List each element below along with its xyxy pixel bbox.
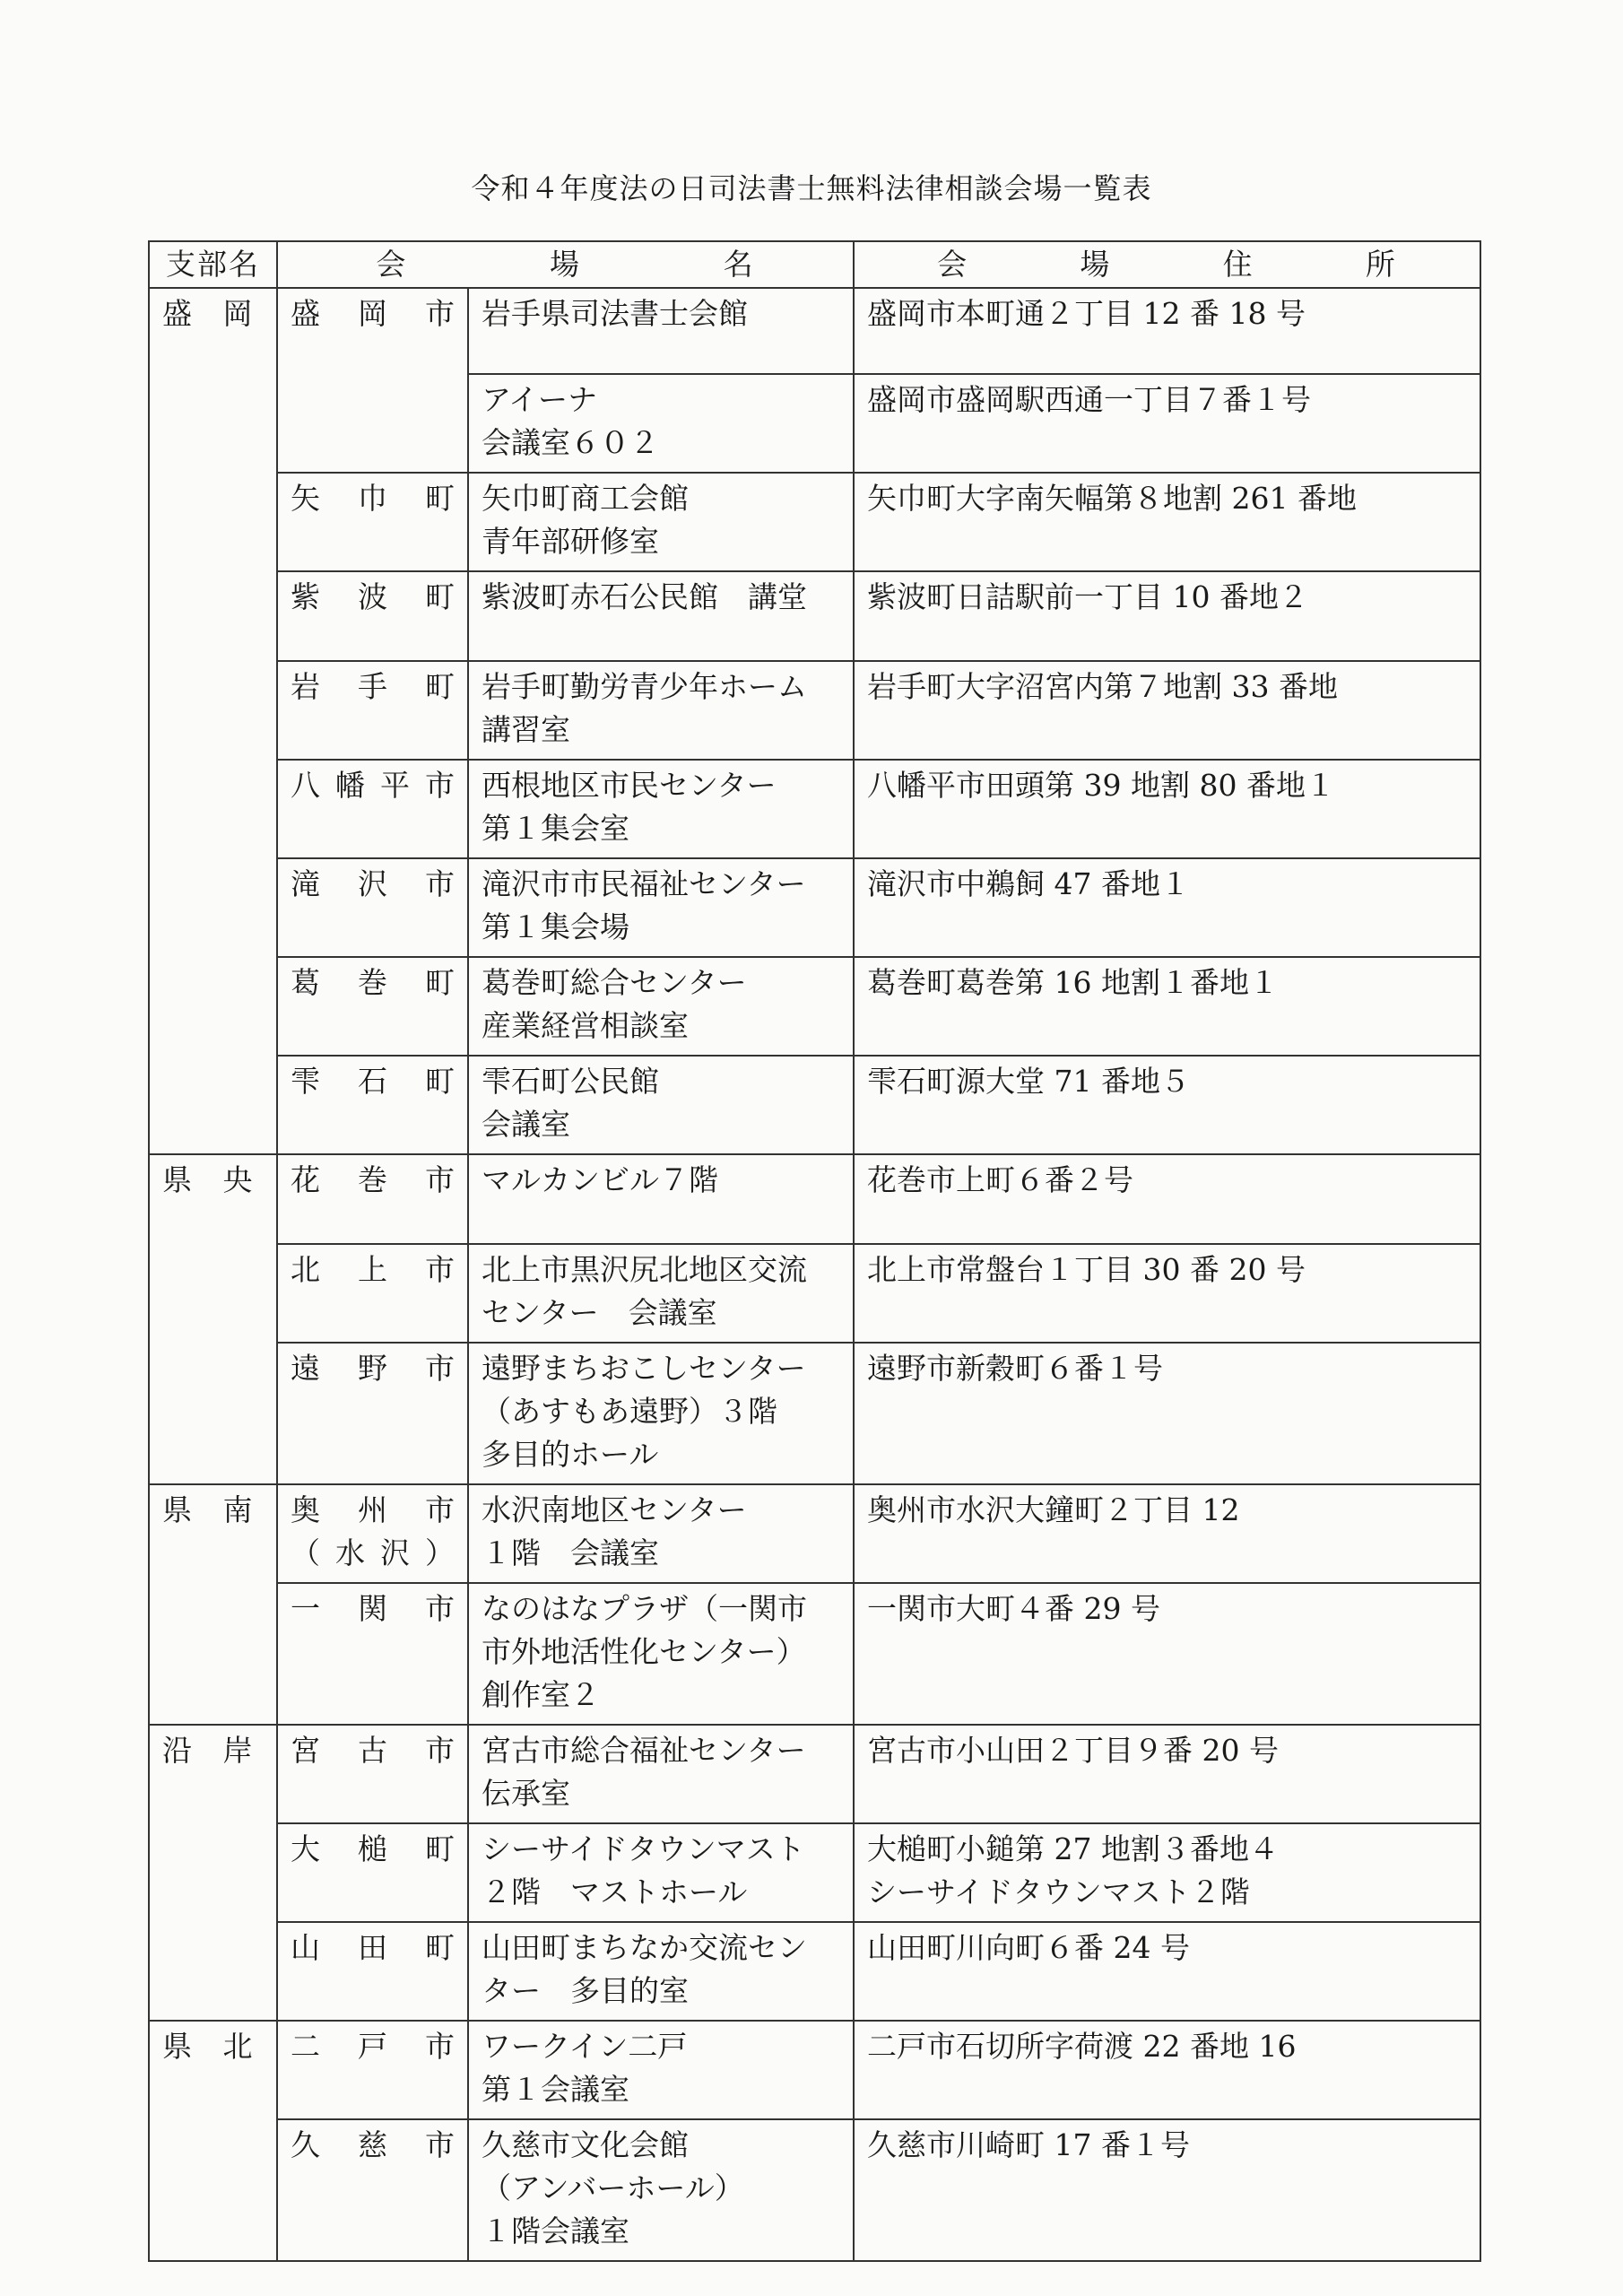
table-row	[149, 1484, 1480, 1583]
header-address: 会 場 住 所	[854, 241, 1480, 288]
branch-name: 県 北	[149, 2021, 277, 2261]
address-line: 雫石町源大堂 71 番地５	[867, 1064, 1190, 1099]
venue-address	[854, 1583, 1480, 1725]
venue-line: 西根地区市民センター	[482, 768, 777, 803]
municipality	[277, 473, 468, 571]
municipality-name: 山 田 町	[291, 1930, 455, 1965]
table-row	[149, 1244, 1480, 1343]
venue-line: 創作室２	[482, 1677, 600, 1712]
address-line: 一関市大町４番 29 号	[867, 1591, 1160, 1626]
venue-line: アイーナ	[482, 382, 598, 417]
venue-line: マルカンビル７階	[482, 1162, 718, 1197]
venue-line: ワークイン二戸	[482, 2029, 688, 2064]
table-row	[149, 1343, 1480, 1484]
venue-address	[854, 1154, 1480, 1244]
municipality	[277, 858, 468, 957]
address-line: 盛岡市本町通２丁目 12 番 18 号	[867, 296, 1306, 331]
municipality-name: 二 戸 市	[291, 2029, 455, 2064]
municipality	[277, 957, 468, 1056]
venue-line: 岩手町勤労青少年ホーム	[482, 669, 807, 704]
venue-line: 第１集会場	[482, 909, 629, 944]
venue-line: ２階 マストホール	[482, 1874, 748, 1909]
municipality-name: 紫 波 町	[291, 579, 455, 614]
venue-name	[468, 374, 854, 473]
address-line: 北上市常盤台１丁目 30 番 20 号	[867, 1252, 1306, 1287]
venue-name	[468, 473, 854, 571]
municipality-name: 葛 巻 町	[291, 965, 455, 1000]
venue-line: 青年部研修室	[482, 524, 659, 559]
venue-name	[468, 661, 854, 760]
venue-line: 伝承室	[482, 1776, 570, 1811]
venue-name	[468, 1922, 854, 2021]
table-row	[149, 2119, 1480, 2261]
venue-address	[854, 571, 1480, 661]
venue-name	[468, 1725, 854, 1823]
venue-name	[468, 571, 854, 661]
venue-line: 会議室	[482, 1107, 570, 1142]
venue-address	[854, 1343, 1480, 1484]
table-body	[149, 288, 1480, 2261]
address-line: 大槌町小鎚第 27 地割３番地４	[867, 1831, 1279, 1866]
venue-name	[468, 1244, 854, 1343]
venue-name	[468, 1154, 854, 1244]
municipality	[277, 288, 468, 473]
venue-address	[854, 858, 1480, 957]
venue-name	[468, 957, 854, 1056]
municipality	[277, 1583, 468, 1725]
venue-line: 紫波町赤石公民館 講堂	[482, 579, 807, 614]
table-row	[149, 288, 1480, 374]
municipality-name: 北 上 市	[291, 1252, 455, 1287]
venue-address	[854, 288, 1480, 374]
municipality	[277, 571, 468, 661]
municipality-name: 八 幡 平 市	[291, 768, 455, 803]
municipality-name: 大 槌 町	[291, 1831, 455, 1866]
venue-name	[468, 2119, 854, 2261]
venue-line: 矢巾町商工会館	[482, 481, 689, 516]
address-line: 山田町川向町６番 24 号	[867, 1930, 1190, 1965]
address-line: シーサイドタウンマスト２階	[867, 1874, 1250, 1909]
municipality-name: 滝 沢 市	[291, 866, 455, 901]
municipality	[277, 1725, 468, 1823]
municipality-name: 一 関 市	[291, 1591, 455, 1626]
venue-name	[468, 1583, 854, 1725]
address-line: 八幡平市田頭第 39 地割 80 番地１	[867, 768, 1335, 803]
municipality	[277, 661, 468, 760]
page-title: 令和４年度法の日司法書士無料法律相談会場一覧表	[471, 171, 1152, 205]
venue-line: 多目的ホール	[482, 1437, 659, 1472]
municipality	[277, 2119, 468, 2261]
venue-line: 山田町まちなか交流セン	[482, 1930, 807, 1965]
venue-line: １階会議室	[482, 2213, 629, 2248]
venue-line: 葛巻町総合センター	[482, 965, 747, 1000]
venue-line: （アンバーホール）	[482, 2170, 744, 2205]
address-line: 奥州市水沢大鐘町２丁目 12	[867, 1492, 1240, 1527]
branch-name: 県 南	[149, 1484, 277, 1725]
municipality-name: 岩 手 町	[291, 669, 455, 704]
municipality	[277, 760, 468, 858]
municipality-name: 盛 岡 市	[291, 296, 455, 331]
venue-address	[854, 1484, 1480, 1583]
header-branch: 支部名	[149, 241, 277, 288]
address-line: 滝沢市中鵜飼 47 番地１	[867, 866, 1190, 901]
venue-address	[854, 473, 1480, 571]
municipality	[277, 1244, 468, 1343]
venue-address	[854, 1056, 1480, 1154]
venue-address	[854, 1823, 1480, 1922]
venue-name	[468, 1056, 854, 1154]
municipality-name: 矢 巾 町	[291, 481, 455, 516]
table-row	[149, 2021, 1480, 2119]
venue-address	[854, 1922, 1480, 2021]
municipality-name: 宮 古 市	[291, 1733, 455, 1768]
venue-name	[468, 760, 854, 858]
venue-address	[854, 1725, 1480, 1823]
venue-line: 遠野まちおこしセンター	[482, 1351, 806, 1386]
venue-line: 北上市黒沢尻北地区交流	[482, 1252, 807, 1287]
venue-table	[148, 240, 1481, 2262]
address-line: 花巻市上町６番２号	[867, 1162, 1133, 1197]
venue-name	[468, 288, 854, 374]
table-row	[149, 1583, 1480, 1725]
address-line: 宮古市小山田２丁目９番 20 号	[867, 1733, 1279, 1768]
table-header-row	[149, 241, 1480, 288]
address-line: 盛岡市盛岡駅西通一丁目７番１号	[867, 382, 1311, 417]
municipality-name: 雫 石 町	[291, 1064, 455, 1099]
venue-line: １階 会議室	[482, 1535, 659, 1570]
table-row	[149, 1922, 1480, 2021]
header-venue: 会 場 名	[277, 241, 854, 288]
municipality	[277, 1343, 468, 1484]
municipality-name: 遠 野 市	[291, 1351, 455, 1386]
venue-line: 会議室６０２	[482, 425, 659, 460]
venue-name	[468, 2021, 854, 2119]
branch-name: 県 央	[149, 1154, 277, 1484]
municipality-subname: （ 水 沢 ）	[291, 1535, 455, 1570]
table-row	[149, 1823, 1480, 1922]
municipality	[277, 1922, 468, 2021]
address-line: 二戸市石切所字荷渡 22 番地 16	[867, 2029, 1297, 2064]
venue-line: （あすもあ遠野）３階	[482, 1394, 777, 1429]
table-row	[149, 1725, 1480, 1823]
venue-name	[468, 1823, 854, 1922]
venue-line: 岩手県司法書士会館	[482, 296, 748, 331]
branch-name: 沿 岸	[149, 1725, 277, 2021]
table-row	[149, 1154, 1480, 1244]
venue-address	[854, 1244, 1480, 1343]
venue-address	[854, 957, 1480, 1056]
venue-line: なのはなプラザ（一関市	[482, 1591, 807, 1626]
municipality-name: 奥 州 市	[291, 1492, 455, 1527]
address-line: 紫波町日詰駅前一丁目 10 番地２	[867, 579, 1308, 614]
municipality	[277, 1823, 468, 1922]
table-row	[149, 661, 1480, 760]
venue-address	[854, 2021, 1480, 2119]
venue-line: センター 会議室	[482, 1295, 717, 1330]
venue-line: 第１会議室	[482, 2072, 629, 2107]
venue-line: 講習室	[482, 712, 570, 747]
address-line: 岩手町大字沼宮内第７地割 33 番地	[867, 669, 1338, 704]
municipality	[277, 1154, 468, 1244]
venue-name	[468, 858, 854, 957]
venue-line: 雫石町公民館	[482, 1064, 659, 1099]
venue-line: 産業経営相談室	[482, 1008, 689, 1043]
venue-address	[854, 374, 1480, 473]
table-row	[149, 1056, 1480, 1154]
venue-name	[468, 1484, 854, 1583]
address-line: 久慈市川崎町 17 番１号	[867, 2127, 1190, 2162]
branch-name: 盛 岡	[149, 288, 277, 1154]
address-line: 葛巻町葛巻第 16 地割１番地１	[867, 965, 1279, 1000]
table-row	[149, 571, 1480, 661]
venue-line: シーサイドタウンマスト	[482, 1831, 805, 1866]
venue-address	[854, 2119, 1480, 2261]
municipality-name: 久 慈 市	[291, 2127, 455, 2162]
municipality	[277, 2021, 468, 2119]
table-row	[149, 858, 1480, 957]
venue-line: 市外地活性化センター）	[482, 1634, 806, 1669]
table-row	[149, 760, 1480, 858]
address-line: 矢巾町大字南矢幅第８地割 261 番地	[867, 481, 1357, 516]
municipality	[277, 1056, 468, 1154]
venue-address	[854, 760, 1480, 858]
table-row	[149, 473, 1480, 571]
municipality-name: 花 巻 市	[291, 1162, 455, 1197]
venue-line: 第１集会室	[482, 811, 629, 846]
municipality	[277, 1484, 468, 1583]
venue-line: 宮古市総合福祉センター	[482, 1733, 806, 1768]
venue-line: 水沢南地区センター	[482, 1492, 747, 1527]
venue-line: 滝沢市市民福祉センター	[482, 866, 806, 901]
venue-line: ター 多目的室	[482, 1973, 689, 2008]
venue-name	[468, 1343, 854, 1484]
table-row	[149, 957, 1480, 1056]
venue-line: 久慈市文化会館	[482, 2127, 689, 2162]
venue-address	[854, 661, 1480, 760]
address-line: 遠野市新穀町６番１号	[867, 1351, 1163, 1386]
